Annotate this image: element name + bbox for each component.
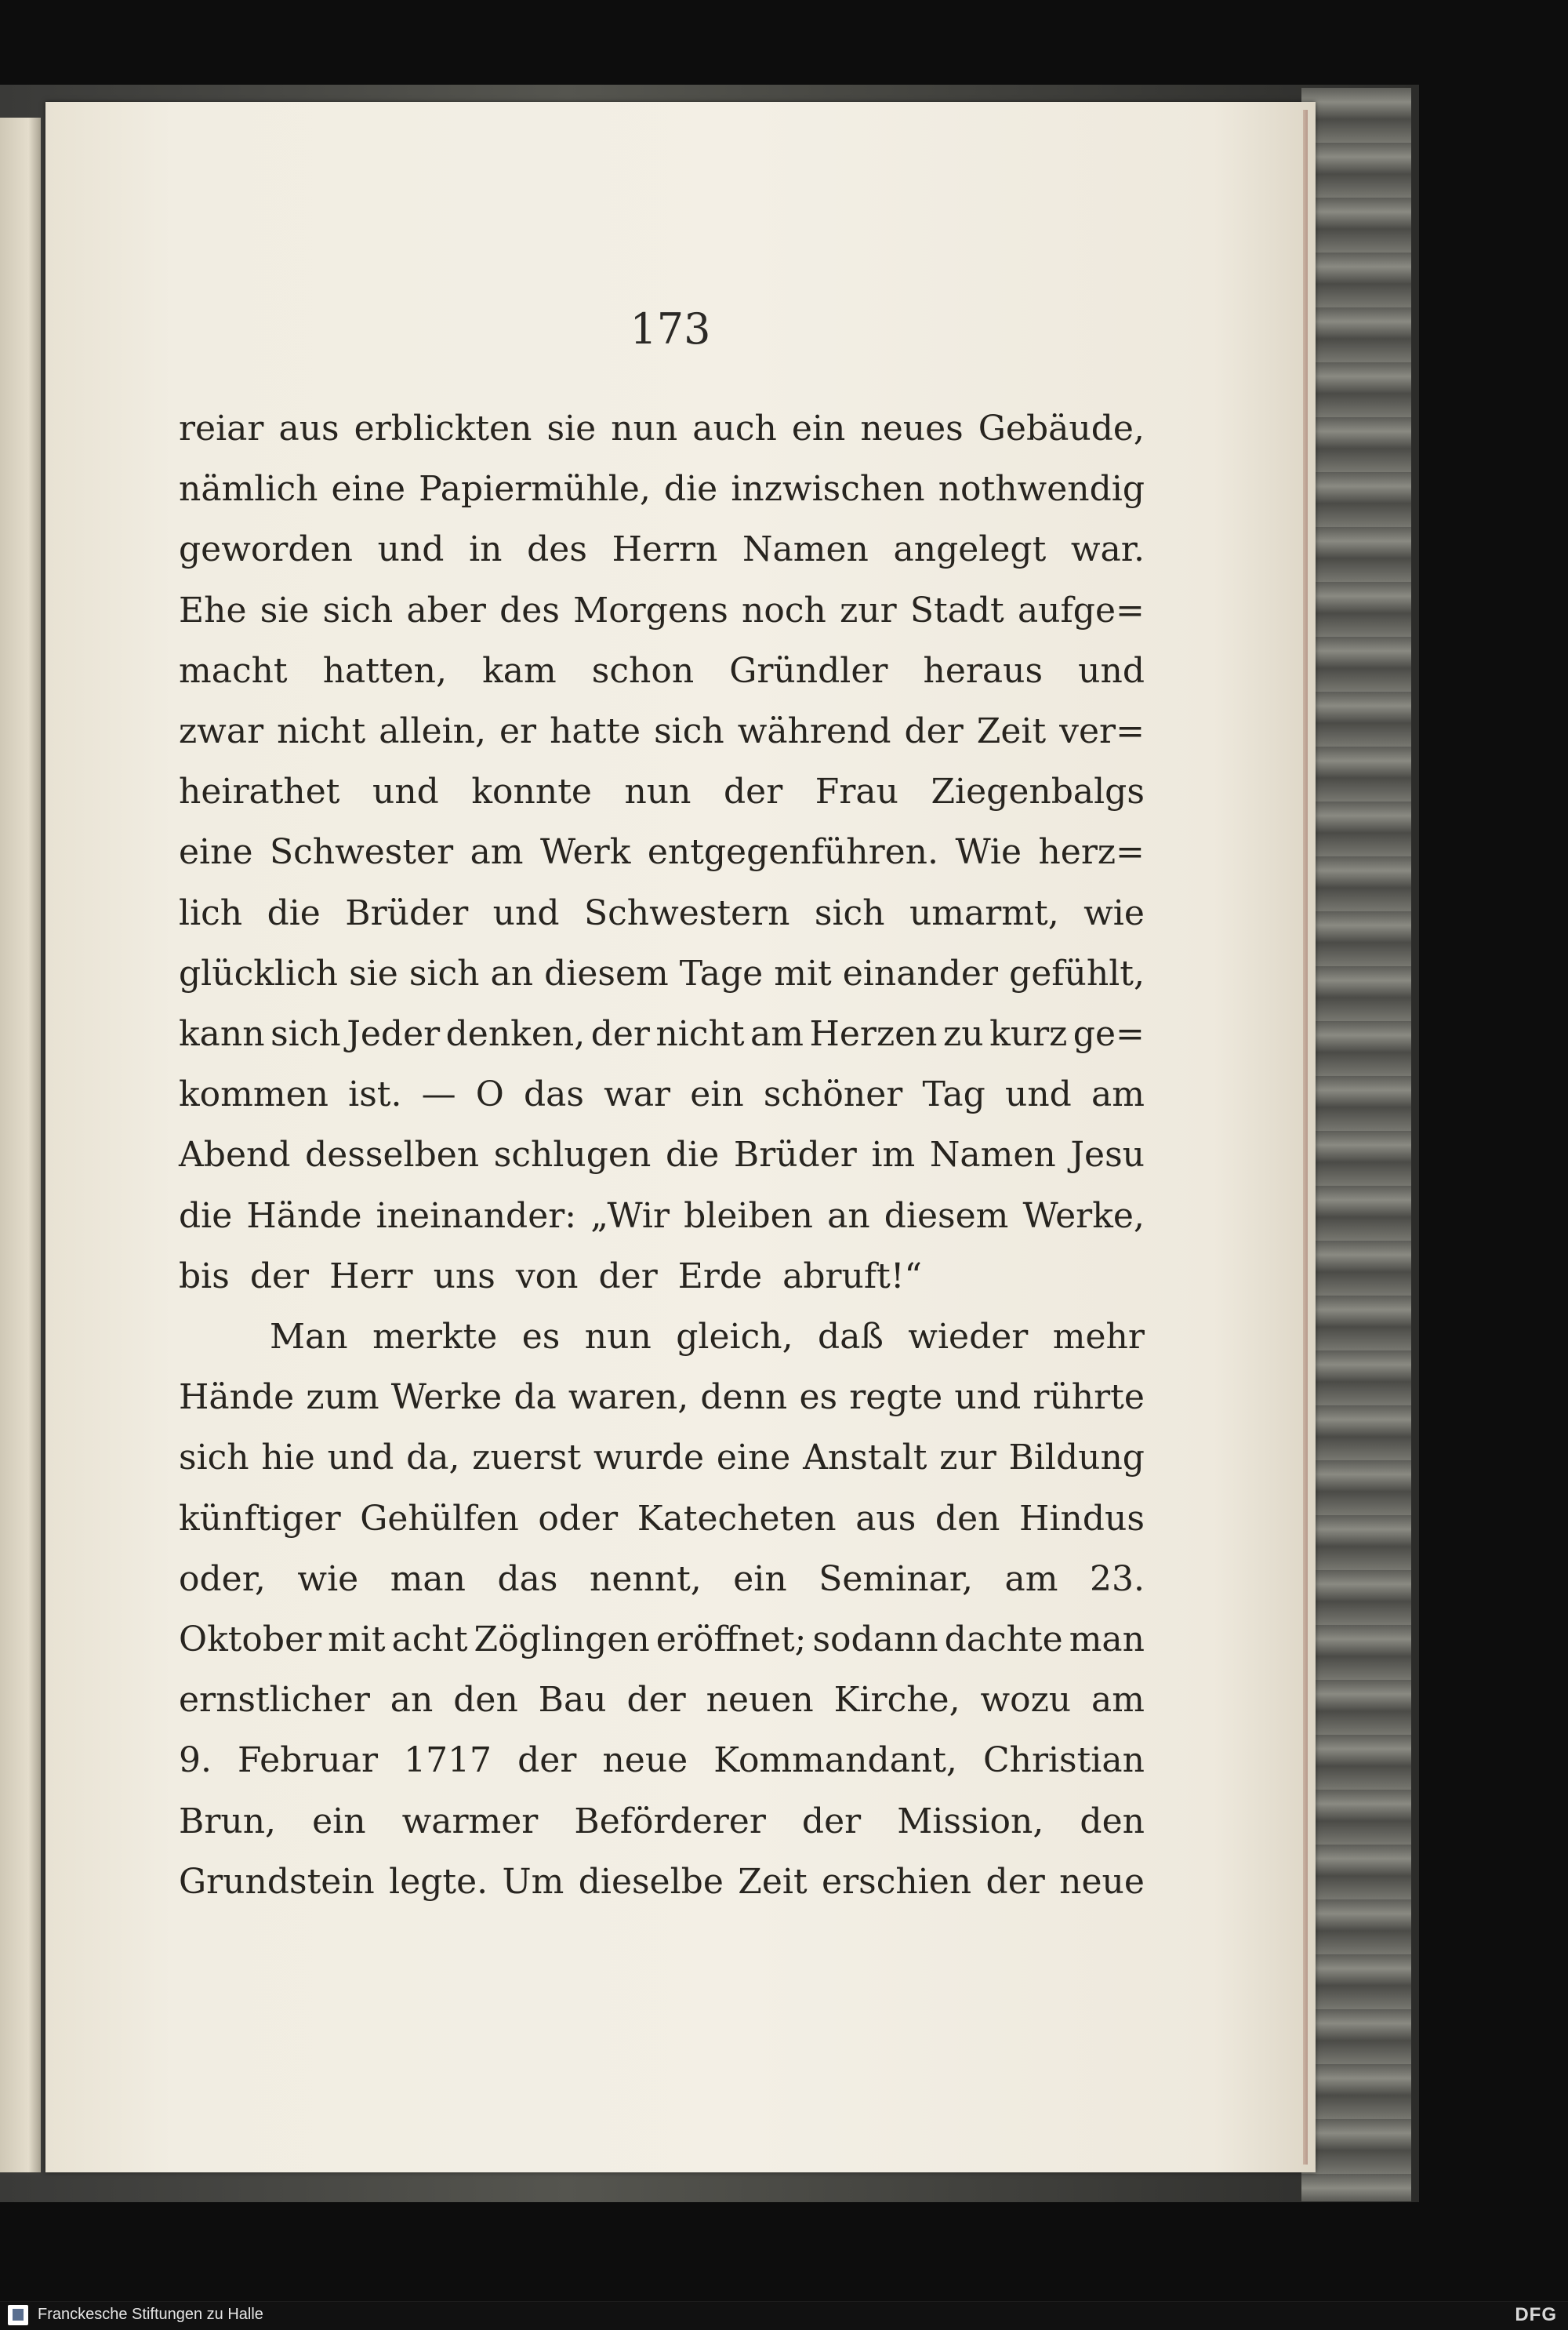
text-line: Ehe sie sich aber des Morgens noch zur Stadt aufge=	[179, 591, 1145, 631]
page-edge	[1303, 110, 1308, 2165]
text-line: Brun, ein warmer Beförderer der Mission, den	[179, 1801, 1145, 1841]
text-line: ernstlicher an den Bau der neuen Kirche, wozu am	[179, 1680, 1145, 1720]
text-line: zwar nicht allein, er hatte sich während der Zeit ver=	[179, 711, 1145, 751]
text-line: Hände zum Werke da waren, denn es regte und rührte	[179, 1377, 1145, 1417]
institution-logo-icon	[8, 2305, 28, 2325]
text-line: eine Schwester am Werk entgegenführen. Wie herz=	[179, 832, 1145, 872]
text-line: geworden und in des Herrn Namen angelegt war.	[179, 529, 1145, 569]
cover-edge	[1301, 88, 1411, 2201]
text-line: sich hie und da, zuerst wurde eine Anstalt zur Bildung	[179, 1438, 1145, 1478]
text-line: Oktober mit acht Zöglingen eröffnet; sodann dachte man	[179, 1619, 1145, 1659]
page-number: 173	[630, 304, 711, 354]
text-line: glücklich sie sich an diesem Tage mit einander gefühlt,	[179, 954, 1145, 994]
text-line: Man merkte es nun gleich, daß wieder mehr	[270, 1317, 1145, 1357]
text-line: Grundstein legte. Um dieselbe Zeit erschien der neue	[179, 1862, 1145, 1902]
text-line: die Hände ineinander: „Wir bleiben an diesem Werke,	[179, 1196, 1145, 1236]
viewer-footer	[0, 2301, 1568, 2330]
text-line: 9. Februar 1717 der neue Kommandant, Christian	[179, 1740, 1145, 1780]
text-line: oder, wie man das nennt, ein Seminar, am 23.	[179, 1559, 1145, 1599]
text-line: kommen ist. — O das war ein schöner Tag und am	[179, 1074, 1145, 1114]
text-line: nämlich eine Papiermühle, die inzwischen nothwendig	[179, 469, 1145, 509]
text-line: künftiger Gehülfen oder Katecheten aus den Hindus	[179, 1499, 1145, 1539]
institution-name: Franckesche Stiftungen zu Halle	[38, 2306, 263, 2323]
text-line: kann sich Jeder denken, der nicht am Herzen zu kurz ge=	[179, 1014, 1145, 1054]
facing-page-edge	[0, 118, 41, 2172]
text-line: bis der Herr uns von der Erde abruft!“	[179, 1256, 923, 1296]
text-line: macht hatten, kam schon Gründler heraus und	[179, 651, 1145, 691]
text-line: Abend desselben schlugen die Brüder im Namen Jesu	[179, 1135, 1145, 1175]
dfg-logo: DFG	[1515, 2304, 1557, 2325]
text-line: reiar aus erblickten sie nun auch ein neues Gebäude,	[179, 409, 1145, 449]
text-line: heirathet und konnte nun der Frau Ziegenbalgs	[179, 772, 1145, 812]
text-line: lich die Brüder und Schwestern sich umarmt, wie	[179, 893, 1145, 933]
